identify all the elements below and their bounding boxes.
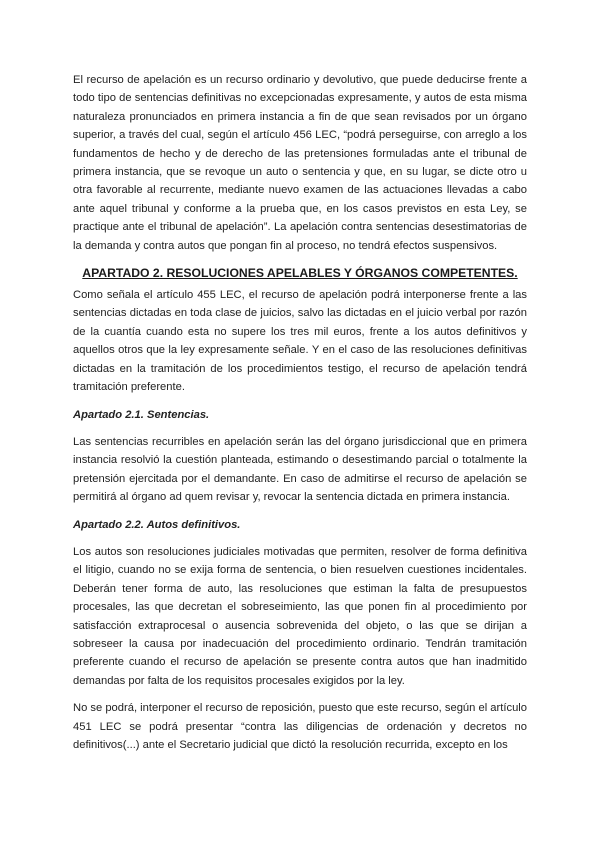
section-paragraph: Como señala el artículo 455 LEC, el recurso de apelación podrá interponerse frente a las sentencias dictadas en toda clase de juicios, salvo las dictadas en el juicio verbal por razón de la cuantía cuando esta no supere los tres mil euros, frente a los autos definitivos y aquellos otros que la ley expresamente señale. Y en el caso de las resoluciones definitivas dictadas en la tramitación de los procedimientos testigo, el recurso de apelación tendrá tramitación preferente. — [73, 289, 527, 394]
intro-paragraph: El recurso de apelación es un recurso ordinario y devolutivo, que puede deducirse frente a todo tipo de sentencias definitivas no excepcionadas expresamente, y autos de esta misma naturaleza pronunciados en primera instancia a fin de que sean revisados por un órgano superior, a través del cual, según el artículo 456 LEC, “podrá perseguirse, con arreglo a los fundamentos de hecho y de derecho de las pretensiones formuladas ante el tribunal de primera instancia, que se revoque un auto o sentencia y que, en su lugar, se dicte otro u otra favorable al recurrente, mediante nuevo examen de las actuaciones llevadas a cabo ante aquel tribunal y conforme a la prueba que, en los casos previstos en esta Ley, se practique ante el tribunal de apelación”. La apelación contra sentencias desestimatorias de la demanda y contra autos que pongan fin al proceso, no tendrá efectos suspensivos. — [73, 74, 527, 252]
section-heading: APARTADO 2. RESOLUCIONES APELABLES Y ÓRGANOS COMPETENTES. — [82, 266, 518, 281]
subsection-1-paragraph: Las sentencias recurribles en apelación serán las del órgano jurisdiccional que en primera instancia resolvió la cuestión planteada, estimando o desestimando parcial o totalmente la pretensión ejercitada por el demandante. En caso de admitirse el recurso de apelación se permitirá al órgano ad quem revisar y, revocar la sentencia dictada en primera instancia. — [73, 435, 527, 504]
final-paragraph: No se podrá, interponer el recurso de reposición, puesto que este recurso, según el artículo 451 LEC se podrá presentar “contra las diligencias de ordenación y decretos no definitivos(...) ante el Secretario judicial que dictó la resolución recurrida, excepto en los — [73, 702, 527, 751]
subsection-1-heading: Apartado 2.1. Sentencias. — [73, 408, 210, 421]
document-page — [73, 71, 527, 754]
subsection-2-heading: Apartado 2.2. Autos definitivos. — [73, 518, 241, 531]
subsection-2-paragraph: Los autos son resoluciones judiciales motivadas que permiten, resolver de forma definitiva el litigio, cuando no se exija forma de sentencia, o bien resuelven cuestiones incidentales. Deberán tener forma de auto, las resoluciones que estiman la falta de presupuestos procesales, las que decretan el sobreseimiento, las que ponen fin al procedimiento por satisfacción extraprocesal o ausencia sobrevenida del objeto, o las que se dirijan a sobreseer la causa por inadecuación del procedimiento ordinario. Tendrán tramitación preferente cuando el recurso de apelación se presente contra autos que han inadmitido demandas por falta de los requisitos procesales exigidos por la ley. — [73, 545, 527, 687]
